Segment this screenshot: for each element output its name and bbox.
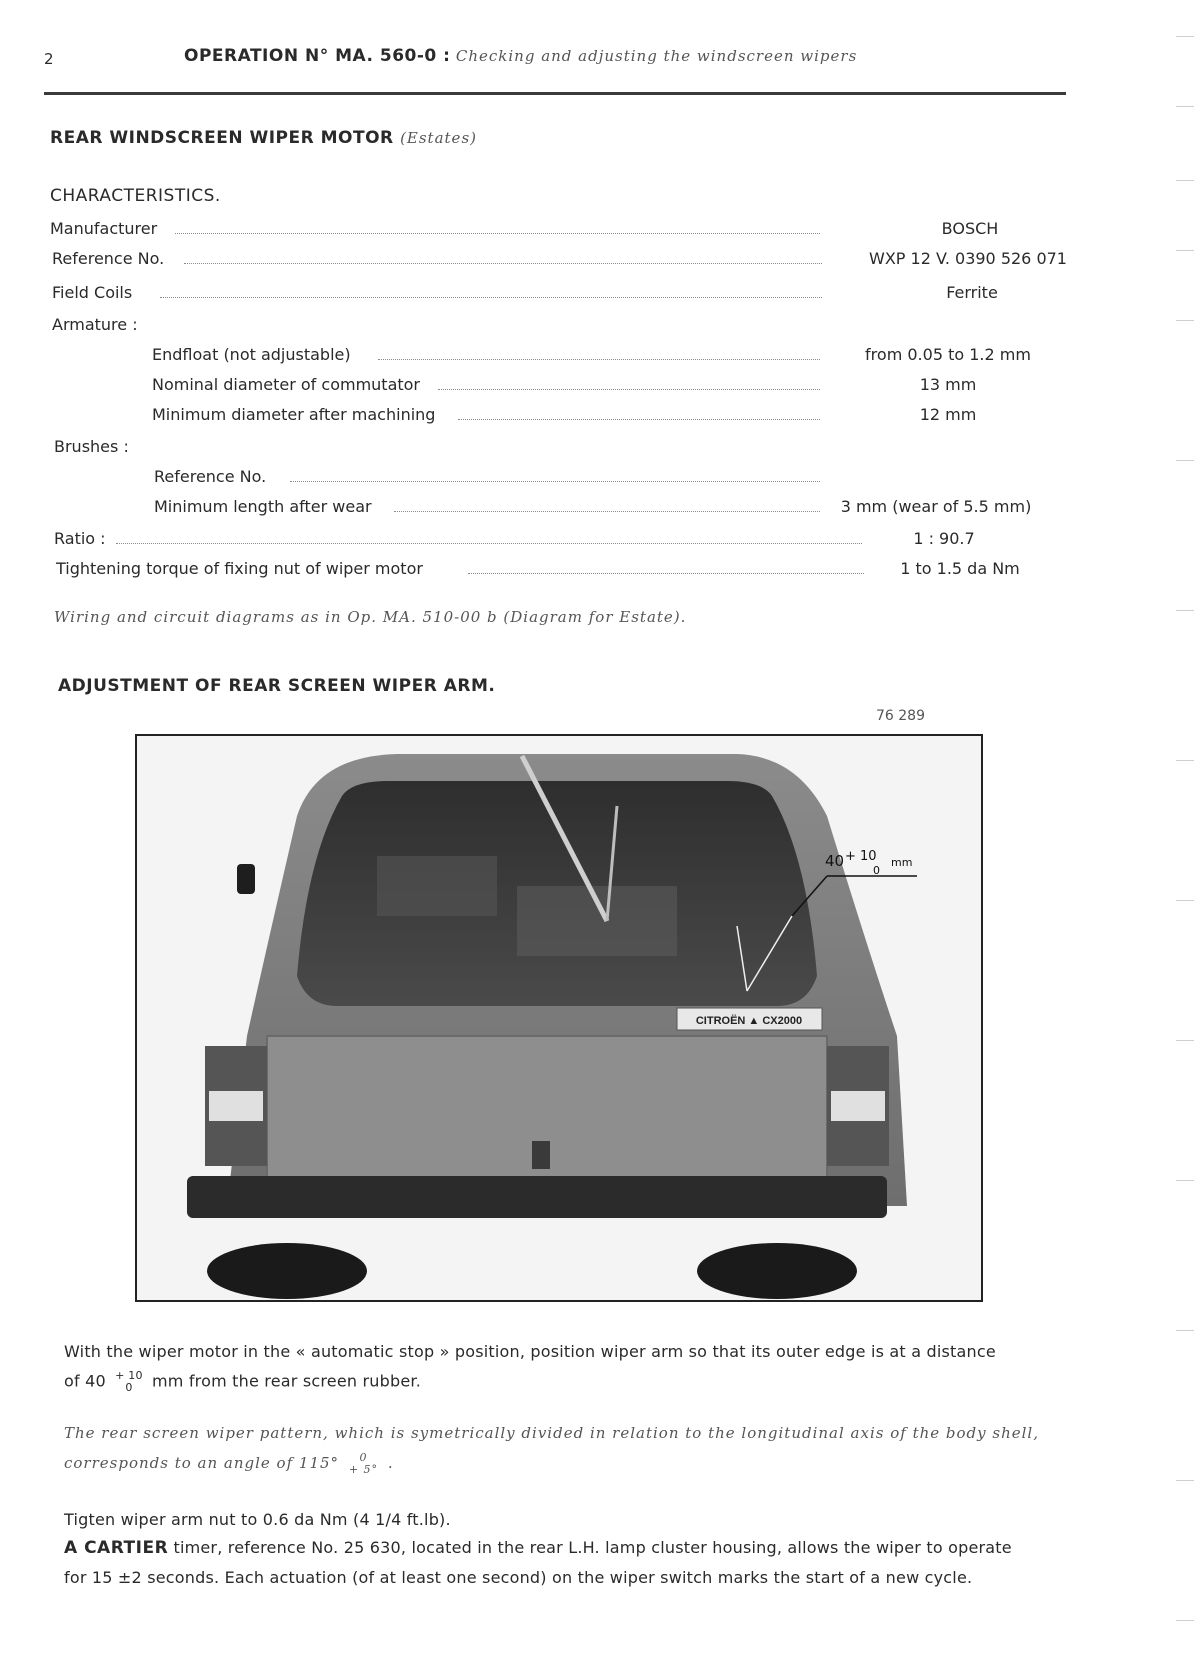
spec-row-torque (56, 558, 1020, 580)
spec-value: 12 mm (919, 405, 977, 424)
tailgate (267, 1036, 827, 1196)
cartier-brand: A CARTIER (64, 1538, 169, 1558)
leader-dots (394, 496, 820, 512)
instruction-line-1: With the wiper motor in the « automatic stop » position, position wiper arm so that its outer edge is at a distance (64, 1342, 996, 1361)
section-title-text: REAR WINDSCREEN WIPER MOTOR (50, 128, 394, 148)
spec-value: WXP 12 V. 0390 526 071 (869, 249, 1067, 268)
page-number: 2 (44, 50, 54, 68)
tolerance-upper: + 10 (115, 1369, 143, 1382)
spec-row-endfloat (152, 344, 1031, 366)
instruction-line-2 (64, 1370, 421, 1394)
operation-number: OPERATION N° MA. 560-0 : (184, 46, 451, 66)
left-tyre (207, 1243, 367, 1299)
model-badge-text: CITROËN ▲ CX2000 (695, 1015, 803, 1027)
right-lamp-lens (831, 1091, 885, 1121)
margin-mark (1176, 250, 1194, 251)
spec-label: Field Coils (52, 283, 133, 302)
margin-mark (1176, 180, 1194, 181)
rear-bumper (187, 1176, 887, 1218)
left-lamp-lens (209, 1091, 263, 1121)
spec-label: Reference No. (154, 467, 267, 486)
interior-shape (377, 856, 497, 916)
leader-dots (378, 344, 820, 360)
leader-dots (175, 218, 820, 234)
spec-row-armature (52, 314, 138, 336)
spec-value: 1 to 1.5 da Nm (900, 559, 1020, 578)
spec-value: BOSCH (941, 219, 999, 238)
operation-subtitle: Checking and adjusting the windscreen wipers (455, 47, 858, 65)
spec-label: Reference No. (52, 249, 165, 268)
cycle-line: for 15 ±2 seconds. Each actuation (of at least one second) on the wiper switch marks the start of a new cycle. (64, 1568, 973, 1587)
instruction-text: of 40 (64, 1371, 106, 1391)
spec-value: from 0.05 to 1.2 mm (865, 345, 1031, 364)
margin-mark (1176, 760, 1194, 761)
spec-value: 13 mm (919, 375, 977, 394)
spec-row-field-coils (52, 282, 998, 304)
margin-mark (1176, 36, 1194, 37)
section-title-wiper-motor (50, 128, 477, 148)
page-title (184, 46, 857, 66)
spec-row-manufacturer (50, 218, 999, 240)
tailgate-lock (532, 1141, 550, 1169)
tolerance (115, 1370, 143, 1394)
leader-dots (438, 374, 820, 390)
spec-row-brush-min-length (154, 496, 1032, 518)
spec-label: Endfloat (not adjustable) (152, 345, 351, 364)
margin-mark (1176, 1330, 1194, 1331)
spec-row-nominal-diameter (152, 374, 977, 396)
characteristics-heading: CHARACTERISTICS. (50, 186, 221, 206)
dimension-tol-lower: 0 (873, 864, 880, 877)
margin-mark (1176, 610, 1194, 611)
leader-dots (160, 282, 822, 298)
spec-row-brush-reference (154, 466, 266, 488)
spec-value: 3 mm (wear of 5.5 mm) (840, 497, 1032, 516)
margin-mark (1176, 1480, 1194, 1481)
instruction-text: mm from the rear screen rubber. (151, 1371, 421, 1391)
spec-label: Tightening torque of fixing nut of wiper motor (56, 559, 423, 578)
spec-label: Nominal diameter of commutator (152, 375, 421, 394)
side-mirror (237, 864, 255, 894)
wiper-pattern-line-1: The rear screen wiper pattern, which is symetrically divided in relation to the longitudinal axis of the body shell, (64, 1424, 1039, 1442)
spec-value: 1 : 90.7 (913, 529, 975, 548)
spec-value: Ferrite (946, 283, 998, 302)
figure-reference: 76 289 (876, 708, 925, 724)
spec-label: Manufacturer (50, 219, 158, 238)
leader-dots (290, 466, 820, 482)
wiper-pattern-line-2 (64, 1452, 394, 1476)
spec-label: Minimum diameter after machining (152, 405, 436, 424)
pattern-text: . (387, 1454, 394, 1472)
spec-label: Brushes : (54, 437, 129, 456)
leader-dots (184, 248, 822, 264)
header-rule (44, 92, 1066, 95)
section-title-note: (Estates) (400, 129, 477, 147)
dimension-base: 40 (825, 852, 845, 870)
spec-label: Ratio : (54, 529, 106, 548)
margin-mark (1176, 320, 1194, 321)
angle-tolerance-lower: + 5° (348, 1463, 379, 1476)
dimension-unit: mm (891, 856, 913, 869)
cartier-line (64, 1538, 1012, 1558)
wiring-note: Wiring and circuit diagrams as in Op. MA. 510-00 b (Diagram for Estate). (54, 608, 687, 626)
margin-mark (1176, 460, 1194, 461)
pattern-text: corresponds to an angle of 115° (64, 1454, 340, 1472)
leader-dots (116, 528, 862, 544)
margin-mark (1176, 1620, 1194, 1621)
margin-mark (1176, 900, 1194, 901)
rear-car-photo (135, 734, 983, 1302)
dimension-tol-upper: + 10 (845, 849, 877, 864)
tighten-instruction: Tigten wiper arm nut to 0.6 da Nm (4 1/4 ft.lb). (64, 1510, 451, 1529)
right-tyre (697, 1243, 857, 1299)
spec-label: Minimum length after wear (154, 497, 372, 516)
tolerance-lower: 0 (125, 1381, 133, 1394)
angle-tolerance (349, 1452, 378, 1476)
spec-label: Armature : (52, 315, 138, 334)
spec-row-minimum-diameter (152, 404, 977, 426)
spec-row-brushes (54, 436, 129, 458)
cartier-text: timer, reference No. 25 630, located in the rear L.H. lamp cluster housing, allows the wiper to operate (173, 1538, 1012, 1557)
spec-row-reference (52, 248, 1067, 270)
spec-row-ratio (54, 528, 975, 550)
margin-mark (1176, 106, 1194, 107)
angle-tolerance-upper: 0 (359, 1451, 368, 1464)
margin-mark (1176, 1180, 1194, 1181)
leader-dots (468, 558, 864, 574)
leader-dots (458, 404, 820, 420)
section-title-adjustment: ADJUSTMENT OF REAR SCREEN WIPER ARM. (58, 676, 496, 696)
margin-mark (1176, 1040, 1194, 1041)
